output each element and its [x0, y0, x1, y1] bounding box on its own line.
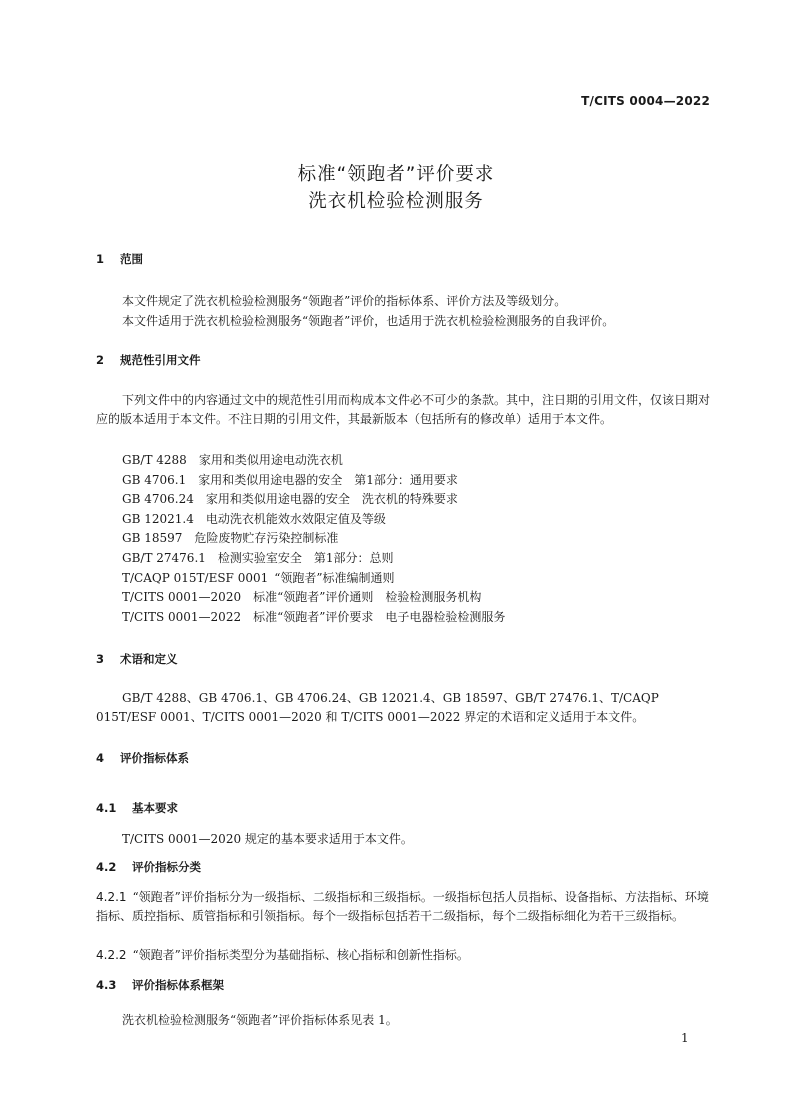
- reference-code: T/CITS 0001—2022: [122, 610, 242, 624]
- section-title: 评价指标体系框架: [132, 978, 225, 992]
- reference-item: [122, 471, 458, 488]
- scope-paragraph-1: 本文件规定了洗衣机检验检测服务“领跑者”评价的指标体系、评价方法及等级划分。: [122, 294, 567, 308]
- section-title: 评价指标体系: [120, 751, 190, 765]
- section-title: 范围: [120, 252, 144, 266]
- page-number: 1: [681, 1031, 689, 1045]
- scope-paragraph-2: 本文件适用于洗衣机检验检测服务“领跑者”评价，也适用于洗衣机检验检测服务的自我评价。: [122, 314, 615, 328]
- reference-item: [122, 569, 395, 586]
- clause-text: “领跑者”评价指标分为一级指标、二级指标和三级指标。一级指标包括人员指标、设备指标、方法指标、环境指标、质控指标、质管指标和引领指标。每个一级指标包括若干二级指标，每个二级指标细化为若干三级指标。: [96, 890, 709, 923]
- section-number: 4.1: [96, 801, 117, 815]
- section-number: 4: [96, 751, 105, 765]
- clause-number: 4.2.2: [96, 948, 127, 962]
- reference-name: 标准“领跑者”评价通则 检验检测服务机构: [253, 590, 482, 604]
- reference-code: GB/T 4288: [122, 453, 187, 467]
- section-title: 术语和定义: [120, 652, 178, 666]
- section-title: 基本要求: [132, 801, 179, 815]
- document-code: T/CITS 0004—2022: [581, 94, 710, 108]
- reference-name: 家用和类似用途电器的安全 洗衣机的特殊要求: [205, 492, 458, 506]
- section-4-3-heading: [96, 977, 224, 993]
- reference-item: [122, 608, 505, 625]
- section-4-2-heading: [96, 859, 201, 875]
- reference-name: “领跑者”标准编制通则: [274, 571, 395, 585]
- reference-code: GB 12021.4: [122, 512, 194, 526]
- section-number: 4.2: [96, 860, 117, 874]
- reference-item: [122, 510, 386, 527]
- reference-code: T/CAQP 015T/ESF 0001: [122, 571, 269, 585]
- terms-definitions-paragraph: GB/T 4288、GB 4706.1、GB 4706.24、GB 12021.4、GB 18597、GB/T 27476.1、T/CAQP 015T/ESF 0001、T/CITS 0001—2020 和 T/CITS 0001—2022 界定的术语和定义适用于本文件。: [96, 691, 659, 724]
- framework-text: 洗衣机检验检测服务“领跑者”评价指标体系见表 1。: [122, 1013, 398, 1027]
- title-line-1: 标准“领跑者”评价要求: [297, 164, 495, 185]
- reference-code: GB 4706.1: [122, 473, 187, 487]
- clause-number: 4.2.1: [96, 890, 127, 904]
- reference-item: [122, 549, 394, 566]
- reference-name: 家用和类似用途电器的安全 第1部分：通用要求: [198, 473, 458, 487]
- title-line-2: 洗衣机检验检测服务: [308, 191, 484, 212]
- clause-4-2-2: [96, 946, 710, 965]
- reference-name: 危险废物贮存污染控制标准: [194, 531, 339, 545]
- reference-code: GB 18597: [122, 531, 183, 545]
- section-4-1-heading: [96, 800, 178, 816]
- clause-text: “领跑者”评价指标类型分为基础指标、核心指标和创新性指标。: [132, 948, 469, 962]
- reference-name: 标准“领跑者”评价要求 电子电器检验检测服务: [253, 610, 506, 624]
- section-4-heading: [96, 750, 189, 766]
- reference-item: [122, 588, 481, 605]
- section-3-heading: [96, 651, 178, 667]
- section-number: 1: [96, 252, 105, 266]
- reference-item: [122, 451, 343, 468]
- reference-item: [122, 490, 458, 507]
- reference-item: [122, 529, 338, 546]
- reference-name: 家用和类似用途电动洗衣机: [198, 453, 343, 467]
- section-number: 4.3: [96, 978, 117, 992]
- reference-code: GB/T 27476.1: [122, 551, 206, 565]
- section-2-heading: [96, 352, 201, 368]
- clause-4-2-1: [96, 888, 710, 926]
- reference-name: 检测实验室安全 第1部分：总则: [217, 551, 394, 565]
- section-number: 2: [96, 353, 105, 367]
- section-title: 规范性引用文件: [120, 353, 201, 367]
- normative-references-intro: 下列文件中的内容通过文中的规范性引用而构成本文件必不可少的条款。其中，注日期的引用文件，仅该日期对应的版本适用于本文件。不注日期的引用文件，其最新版本（包括所有的修改单）适用于本文件。: [96, 393, 711, 426]
- section-number: 3: [96, 652, 105, 666]
- section-title: 评价指标分类: [132, 860, 202, 874]
- reference-name: 电动洗衣机能效水效限定值及等级: [205, 512, 386, 526]
- section-1-heading: [96, 251, 143, 267]
- reference-code: GB 4706.24: [122, 492, 194, 506]
- reference-code: T/CITS 0001—2020: [122, 590, 242, 604]
- basic-requirements-text: T/CITS 0001—2020 规定的基本要求适用于本文件。: [122, 832, 413, 846]
